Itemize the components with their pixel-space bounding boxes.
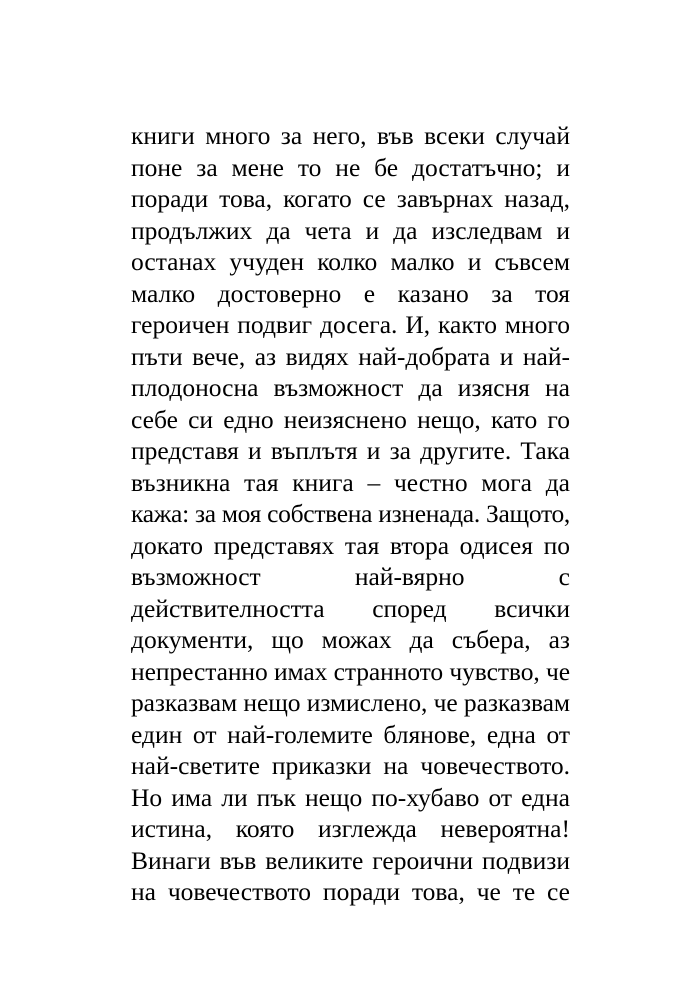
text-line: поради това, когато се завърнах назад, <box>131 184 570 213</box>
text-line: действителността според всички <box>131 593 570 623</box>
text-line: продължих да чета и да изследвам и <box>131 215 570 245</box>
text-line: останах учуден колко малко и съвсем <box>131 247 570 276</box>
text-line: възникна тая книга – честно мога да <box>131 467 570 497</box>
text-line: Но има ли пък нещо по-хубаво от една <box>131 782 570 812</box>
text-line: възможност най-вярно с <box>131 562 570 591</box>
text-line: непрестанно имах странното чувство, че <box>131 656 570 686</box>
text-line: докато представях тая втора одисея по <box>131 530 570 560</box>
text-line: Винаги във великите героични подвизи <box>131 845 570 875</box>
text-line: кажа: за моя собствена изненада. Защото, <box>131 499 570 528</box>
text-line: един от най-големите блянове, една от <box>131 719 570 749</box>
text-line: истина, която изглежда невероятна! <box>131 814 570 843</box>
text-line: книги много за него, във всеки случай <box>131 121 570 150</box>
text-line: на човечеството поради това, че те се <box>131 877 570 906</box>
text-line: разказвам нещо измислено, че разказвам <box>131 688 570 717</box>
text-line: пъти вече, аз видях най-добрата и най- <box>131 341 570 371</box>
text-line: героичен подвиг досега. И, както много <box>131 310 570 339</box>
text-line: малко достоверно е казано за тоя <box>131 278 570 308</box>
text-line: най-светите приказки на човечеството. <box>131 751 570 780</box>
text-line: документи, що можах да събера, аз <box>131 625 570 654</box>
text-line: плодоносна възможност да изясня на <box>131 373 570 402</box>
body-text <box>131 120 570 908</box>
text-line: себе си едно неизяснено нещо, като го <box>131 404 570 434</box>
text-line: представя и въплътя и за другите. Така <box>131 436 570 465</box>
text-line: поне за мене то не бе достатъчно; и <box>131 152 570 182</box>
